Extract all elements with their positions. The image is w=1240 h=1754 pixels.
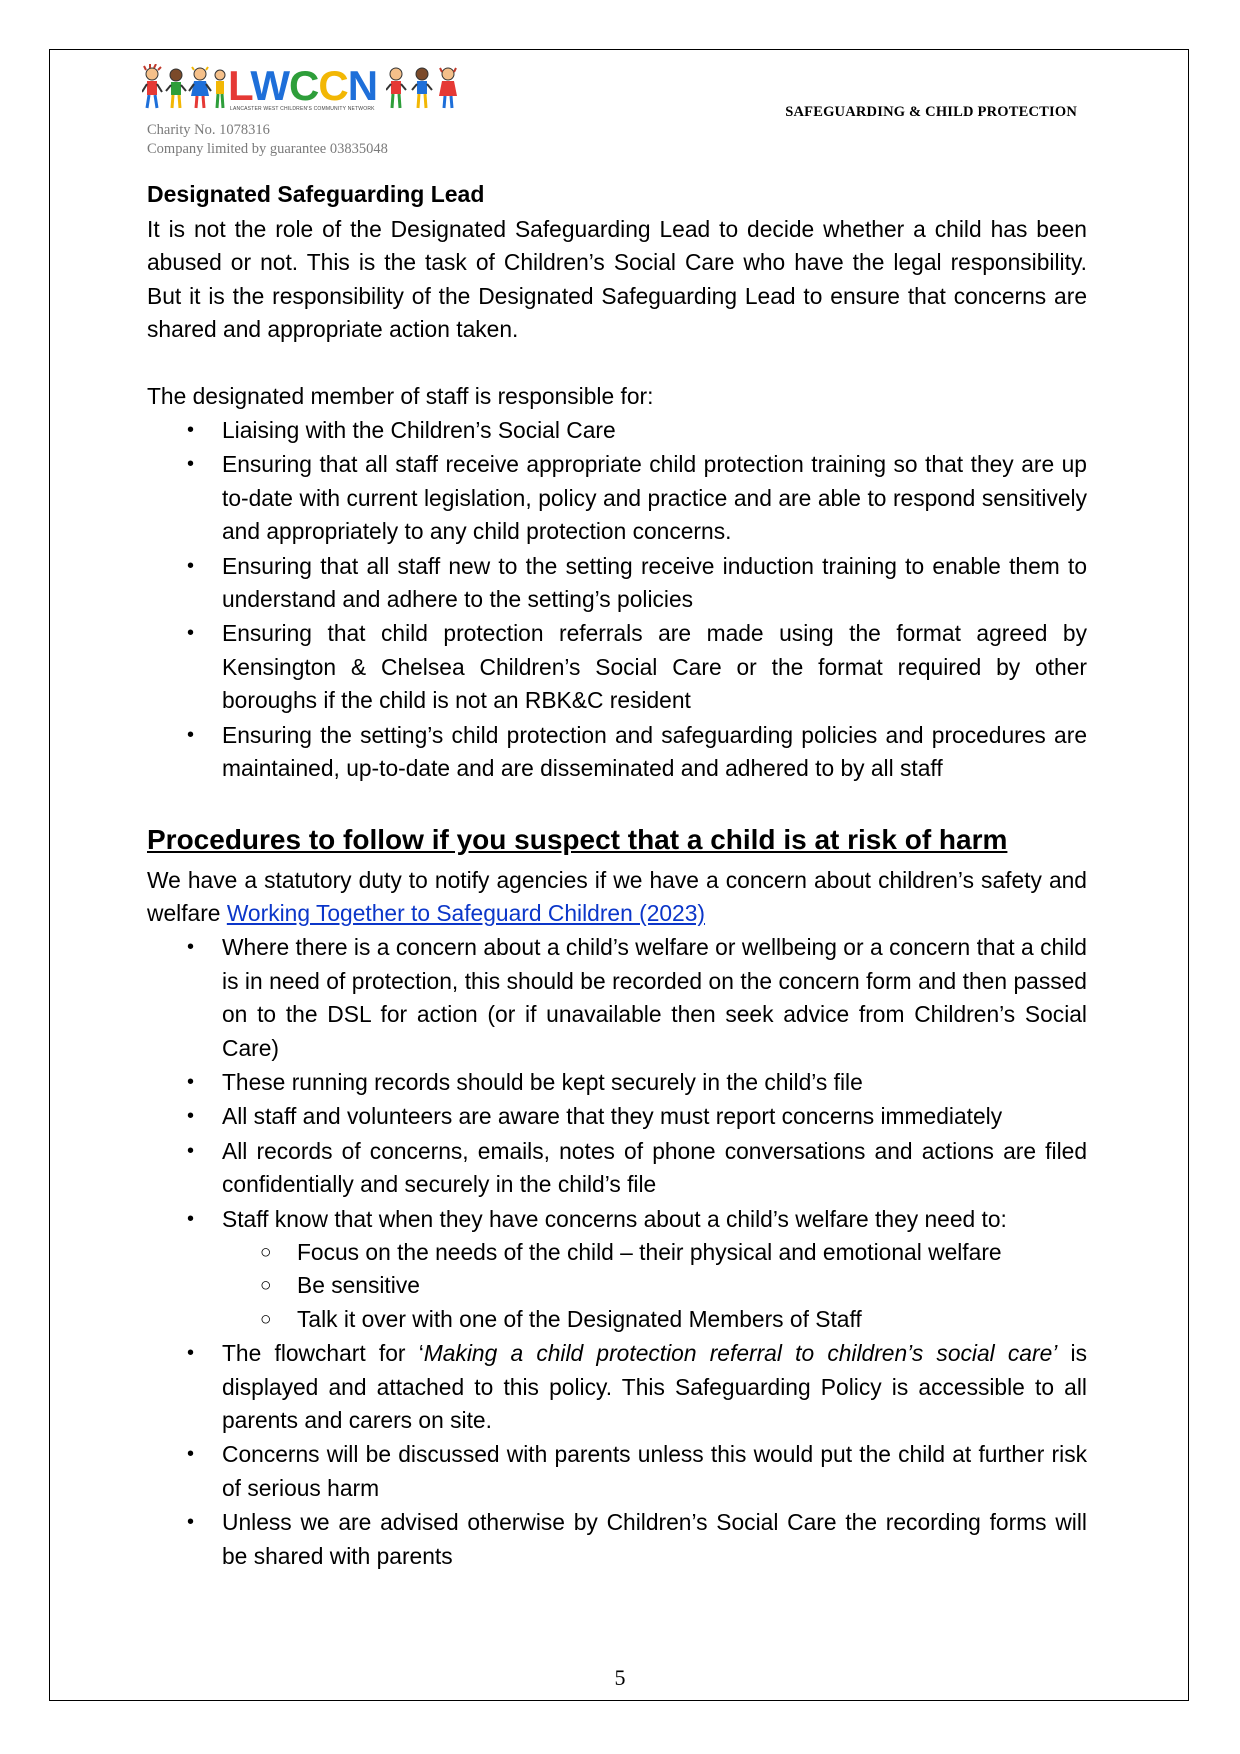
list-item: • All staff and volunteers are aware that they must report concerns immediately <box>147 1100 1087 1133</box>
flowchart-title: Making a child protection referral to children’s social care’ <box>423 1340 1058 1367</box>
logo-wordmark <box>228 64 377 108</box>
logo-letter: C <box>318 62 348 109</box>
bullet-icon: • <box>187 1070 195 1093</box>
bullet-icon: • <box>187 419 195 442</box>
list-item: • Concerns will be discussed with parents unless this would put the child at further risk of serious harm <box>147 1438 1087 1505</box>
bullet-icon: • <box>187 1511 195 1534</box>
procedures-heading: Procedures to follow if you suspect that a child is at risk of harm <box>147 823 1008 855</box>
list-item: • All records of concerns, emails, notes of phone conversations and actions are filed confidentially and securely in the child’s file <box>147 1135 1087 1202</box>
circle-bullet-icon: ○ <box>260 1275 272 1297</box>
bullet-icon: • <box>187 1139 195 1162</box>
sub-list-item: ○ Be sensitive <box>222 1269 1087 1302</box>
bullet-icon: • <box>187 1342 195 1365</box>
logo-letter: L <box>228 62 251 109</box>
dsl-intro-paragraph: It is not the role of the Designated Safeguarding Lead to decide whether a child has been abused or not. This is the task of Children’s Social Care who have the legal responsibility. But it is the responsibility of the Designated Safeguarding Lead to ensure that concerns are shared and appropriate action taken. <box>147 216 1087 343</box>
bullet-icon: • <box>187 1443 195 1466</box>
logo-letter: C <box>289 62 319 109</box>
list-item: • Liaising with the Children’s Social Care <box>147 414 1087 447</box>
sub-list <box>222 1236 1087 1336</box>
charity-number: Charity No. 1078316 <box>147 122 270 138</box>
list-item: • Ensuring the setting’s child protection and safeguarding policies and procedures are maintained, up-to-date and are disseminated and adhered to by all staff <box>147 719 1087 786</box>
circle-bullet-icon: ○ <box>260 1308 272 1330</box>
circle-bullet-icon: ○ <box>260 1241 272 1263</box>
bullet-icon: • <box>187 936 195 959</box>
bullet-icon: • <box>187 554 195 577</box>
logo-letter: N <box>347 62 378 109</box>
bullet-icon: • <box>187 1105 195 1128</box>
bullet-icon: • <box>187 1207 195 1230</box>
bullet-icon: • <box>187 622 195 645</box>
list-item: • Staff know that when they have concerns about a child’s welfare they need to: ○ Focus on the needs of the child – their physical and emotional welfare ○ Be sensitive ○ Talk it over with one of the Designated Members of Staff <box>147 1203 1087 1337</box>
list-item: • Ensuring that all staff receive appropriate child protection training so that they are up to-date with current legislation, policy and practice and are able to respond sensitively and appropriately to any child protection concerns. <box>147 448 1087 548</box>
logo-subtitle: LANCASTER WEST CHILDREN'S COMMUNITY NETWORK <box>230 106 375 112</box>
sub-list-item: ○ Talk it over with one of the Designated Members of Staff <box>222 1303 1087 1336</box>
list-item: • Ensuring that all staff new to the setting receive induction training to enable them to understand and adhere to the setting’s policies <box>147 550 1087 617</box>
list-item: • The flowchart for ‘Making a child protection referral to children’s social care’ is displayed and attached to this policy. This Safeguarding Policy is accessible to all parents and carers on site. <box>147 1337 1087 1437</box>
bullet-icon: • <box>187 723 195 746</box>
procedures-list <box>147 931 1087 1573</box>
sub-list-item: ○ Focus on the needs of the child – their physical and emotional welfare <box>222 1236 1087 1269</box>
dsl-responsibilities-list <box>147 414 1087 785</box>
dsl-heading: Designated Safeguarding Lead <box>147 181 485 207</box>
page-number: 5 <box>614 1665 626 1690</box>
page-content <box>147 178 1087 1573</box>
list-item: • Unless we are advised otherwise by Children’s Social Care the recording forms will be shared with parents <box>147 1506 1087 1573</box>
list-item: • Ensuring that child protection referrals are made using the format agreed by Kensington & Chelsea Children’s Social Care or the format required by other boroughs if the child is not an RBK&C resident <box>147 617 1087 717</box>
procedures-intro-paragraph: We have a statutory duty to notify agencies if we have a concern about children’s safety and welfare Working Together to Safeguard Children (2023) <box>147 866 1087 926</box>
logo-letter: W <box>250 62 289 109</box>
dsl-lead-in: The designated member of staff is responsible for: <box>147 382 654 409</box>
children-figures-icon <box>142 64 228 114</box>
children-figures-icon <box>386 64 462 114</box>
list-item: • These running records should be kept securely in the child’s file <box>147 1066 1087 1099</box>
document-header-title: SAFEGUARDING & CHILD PROTECTION <box>785 104 1077 120</box>
company-number: Company limited by guarantee 03835048 <box>147 141 388 157</box>
list-item: • Where there is a concern about a child’s welfare or wellbeing or a concern that a child is in need of protection, this should be recorded on the concern form and then passed on to the DSL for action (or if unavailable then seek advice from Children’s Social Care) <box>147 931 1087 1065</box>
working-together-link[interactable]: Working Together to Safeguard Children (2023) <box>226 899 706 926</box>
bullet-icon: • <box>187 453 195 476</box>
